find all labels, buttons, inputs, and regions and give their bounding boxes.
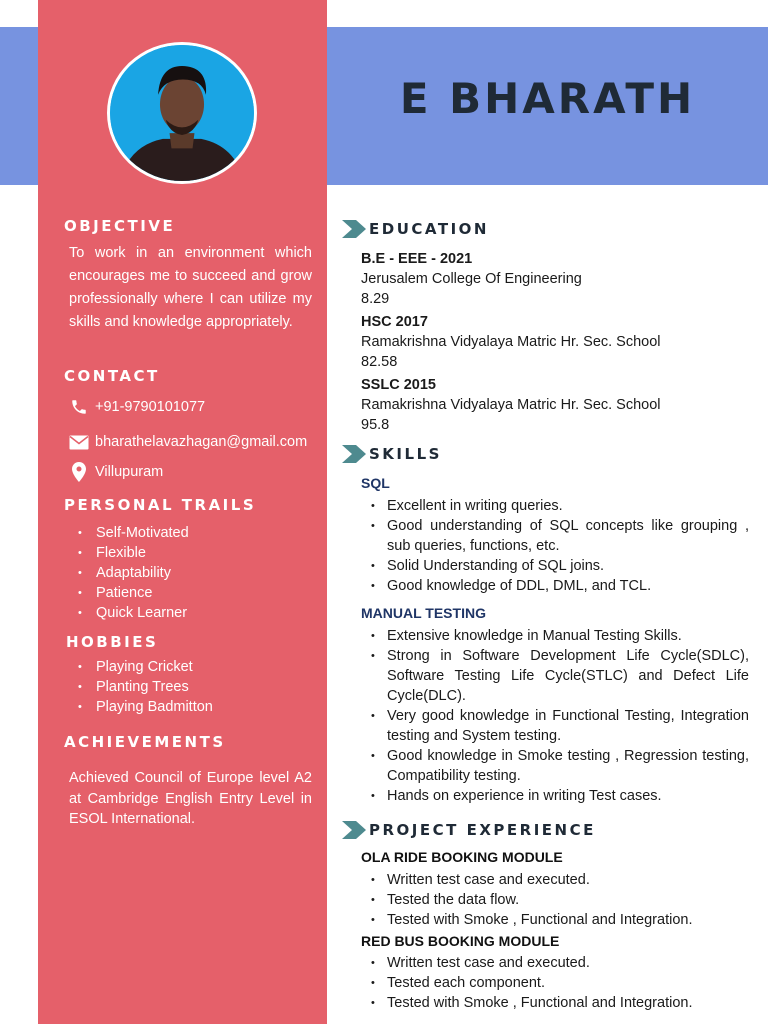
project-experience-heading-text: PROJECT EXPERIENCE: [369, 821, 596, 839]
skills-heading: [342, 445, 442, 463]
list-item: • Extensive knowledge in Manual Testing Skills.: [369, 626, 749, 646]
project-experience-heading: [342, 821, 596, 839]
contact-location-row: [69, 462, 163, 482]
candidate-name: E BHARATH: [399, 74, 696, 123]
objective-text: To work in an environment which encourages me to succeed and grow professionally where I can utilize my skills and knowledge appropriately.: [69, 245, 312, 330]
hobbies-list: [78, 657, 213, 717]
hobbies-heading: HOBBIES: [66, 633, 159, 651]
objective-heading: OBJECTIVE: [64, 217, 176, 235]
chevron-right-icon: [342, 220, 366, 238]
contact-email[interactable]: bharathelavazhagan@gmail.com: [95, 434, 308, 450]
contact-phone-row: [69, 397, 205, 417]
list-item: • Good understanding of SQL concepts like grouping , sub queries, functions, etc.: [369, 516, 749, 556]
list-item: • Tested with Smoke , Functional and Integration.: [369, 910, 749, 930]
personal-traits-list: [78, 523, 189, 623]
list-item: • Written test case and executed.: [369, 870, 749, 890]
contact-email-row: [69, 432, 307, 452]
sql-skills-list: [369, 496, 749, 596]
list-item: • Good knowledge of DDL, DML, and TCL.: [369, 576, 749, 596]
list-item: • Planting Trees: [78, 677, 213, 697]
list-item: • Very good knowledge in Functional Testing, Integration testing and System testing.: [369, 706, 749, 746]
redbus-project-list: [369, 953, 749, 1013]
education-score: 82.58: [361, 354, 398, 370]
education-institution: Ramakrishna Vidyalaya Matric Hr. Sec. School: [361, 334, 661, 350]
list-item: • Hands on experience in writing Test cases.: [369, 786, 749, 806]
list-item: • Tested each component.: [369, 973, 749, 993]
list-item: • Adaptability: [78, 563, 189, 583]
education-score: 95.8: [361, 417, 390, 433]
skills-heading-text: SKILLS: [369, 445, 442, 463]
redbus-project-title: RED BUS BOOKING MODULE: [361, 933, 560, 949]
achievements-heading: ACHIEVEMENTS: [64, 733, 226, 751]
education-institution: Ramakrishna Vidyalaya Matric Hr. Sec. School: [361, 397, 661, 413]
chevron-right-icon: [342, 445, 366, 463]
mail-icon: [69, 432, 89, 452]
education-degree: SSLC 2015: [361, 377, 436, 393]
list-item: • Self-Motivated: [78, 523, 189, 543]
list-item: • Good knowledge in Smoke testing , Regression testing, Compatibility testing.: [369, 746, 749, 786]
education-degree: B.E - EEE - 2021: [361, 251, 473, 267]
manual-testing-subheading: MANUAL TESTING: [361, 605, 486, 621]
list-item: • Solid Understanding of SQL joins.: [369, 556, 749, 576]
chevron-right-icon: [342, 821, 366, 839]
ola-project-list: [369, 870, 749, 930]
contact-location: Villupuram: [95, 464, 164, 480]
list-item: • Written test case and executed.: [369, 953, 749, 973]
ola-project-title: OLA RIDE BOOKING MODULE: [361, 849, 563, 865]
list-item: • Tested with Smoke , Functional and Integration.: [369, 993, 749, 1013]
personal-traits-heading: PERSONAL TRAILS: [64, 496, 257, 514]
profile-photo-illustration: [110, 45, 254, 181]
manual-testing-skills-list: [369, 626, 749, 806]
sql-subheading: SQL: [361, 475, 390, 491]
profile-photo: [107, 42, 257, 184]
list-item: • Playing Cricket: [78, 657, 213, 677]
phone-icon: [69, 397, 89, 417]
list-item: • Playing Badmitton: [78, 697, 213, 717]
list-item: • Tested the data flow.: [369, 890, 749, 910]
education-institution: Jerusalem College Of Engineering: [361, 271, 582, 287]
contact-heading: CONTACT: [64, 367, 160, 385]
education-heading-text: EDUCATION: [369, 220, 489, 238]
achievements-text: Achieved Council of Europe level A2 at Cambridge English Entry Level in ESOL International.: [69, 770, 312, 827]
list-item: • Excellent in writing queries.: [369, 496, 749, 516]
contact-phone[interactable]: +91-9790101077: [95, 399, 206, 415]
education-heading: [342, 220, 489, 238]
location-pin-icon: [69, 462, 89, 482]
education-degree: HSC 2017: [361, 314, 428, 330]
list-item: • Patience: [78, 583, 189, 603]
list-item: • Flexible: [78, 543, 189, 563]
education-score: 8.29: [361, 291, 390, 307]
list-item: • Strong in Software Development Life Cycle(SDLC), Software Testing Life Cycle(STLC) and Defect Life Cycle(DLC).: [369, 646, 749, 706]
list-item: • Quick Learner: [78, 603, 189, 623]
